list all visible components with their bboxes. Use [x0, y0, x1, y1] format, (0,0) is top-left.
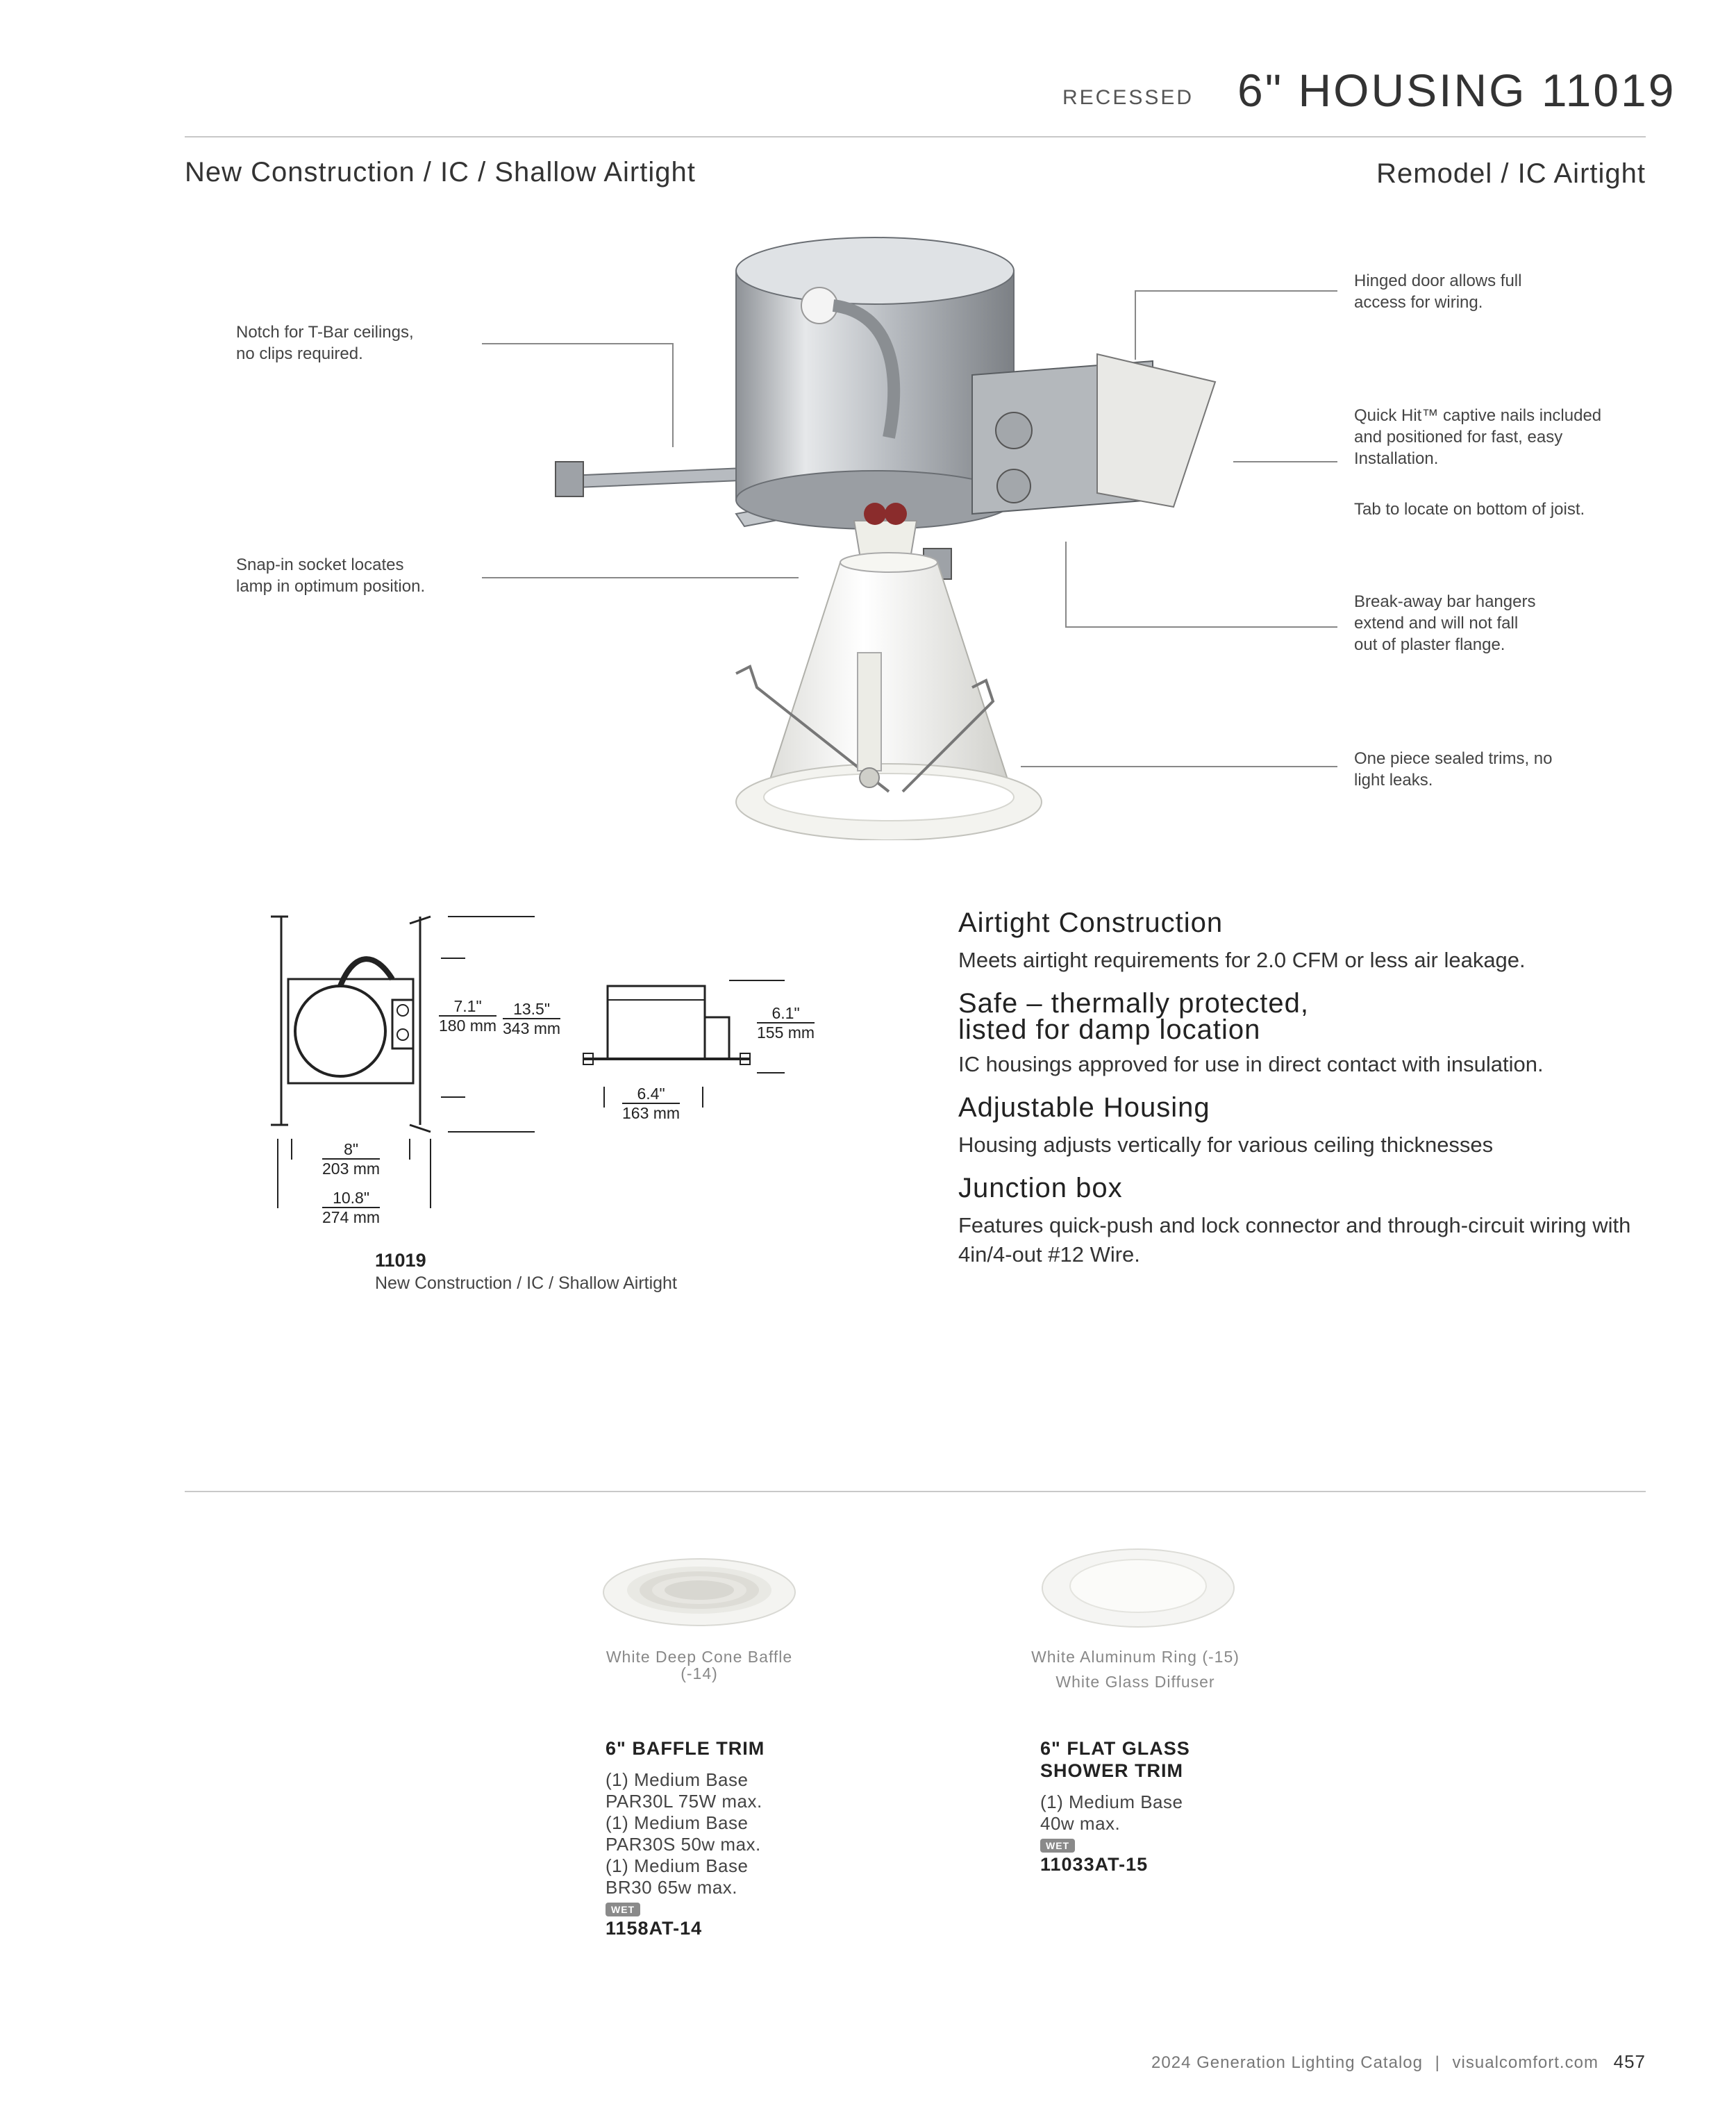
feature-heading: Airtight Construction: [958, 908, 1224, 938]
footer-catalog: 2024 Generation Lighting Catalog: [1151, 2053, 1423, 2072]
trim-title: 6" FLAT GLASS SHOWER TRIM: [1040, 1738, 1190, 1781]
callout-line-nails: [1233, 461, 1337, 462]
subheader-left: New Construction / IC / Shallow Airtight: [185, 157, 696, 187]
trim-shower: [1040, 1737, 1190, 1875]
feature-airtight: [958, 910, 1680, 975]
model-number: 11019: [375, 1250, 426, 1271]
feature-safe: [958, 990, 1680, 1079]
subheader-right: Remodel / IC Airtight: [1376, 158, 1646, 189]
callout-trims: One piece sealed trims, no light leaks.: [1354, 749, 1553, 790]
callout-line-door-v: [1135, 290, 1136, 360]
dim-10-8: 10.8" 274 mm: [322, 1189, 381, 1226]
sku: 1158AT-14: [606, 1918, 703, 1939]
callout-tab: Tab to locate on bottom of joist.: [1354, 500, 1585, 519]
callout-nails: Quick Hit™ captive nails included and positioned for fast, easy Installation.: [1354, 406, 1602, 468]
features-list: [958, 910, 1680, 1269]
header-category: RECESSED: [1062, 86, 1194, 109]
dim-8: 8" 203 mm: [322, 1140, 381, 1178]
housing-product-image: [528, 229, 1236, 840]
feature-adjustable: [958, 1094, 1680, 1160]
trim-baffle: [606, 1737, 765, 1939]
callout-line-hangers-v: [1065, 542, 1067, 626]
section-divider: [185, 1491, 1646, 1492]
page-title: 6" HOUSING 11019: [1237, 65, 1676, 116]
feature-text: Housing adjusts vertically for various ceiling thicknesses: [958, 1133, 1494, 1157]
callout-hangers: Break-away bar hangers extend and will not fall out of plaster flange.: [1354, 592, 1536, 654]
baffle-trim-image: [599, 1554, 800, 1630]
dim-13-5: 13.5" 343 mm: [503, 1000, 561, 1037]
callout-line-trims: [1021, 766, 1337, 767]
feature-heading: Adjustable Housing: [958, 1092, 1210, 1123]
feature-heading: Junction box: [958, 1173, 1123, 1203]
callout-line-door: [1135, 290, 1337, 292]
callout-tbar: Notch for T-Bar ceilings, no clips required.: [236, 323, 414, 363]
wet-badge: WET: [1040, 1839, 1075, 1853]
dim-6-1: 6.1" 155 mm: [757, 1004, 815, 1042]
footer: [1151, 2051, 1646, 2073]
feature-text: Meets airtight requirements for 2.0 CFM or less air leakage.: [958, 948, 1526, 972]
feature-text: IC housings approved for use in direct contact with insulation.: [958, 1052, 1544, 1076]
callout-socket: Snap-in socket locates lamp in optimum position.: [236, 555, 426, 596]
callout-line-tbar-v: [672, 343, 674, 447]
trim-title: 6" BAFFLE TRIM: [606, 1738, 765, 1759]
feature-heading: Safe – thermally protected, listed for damp location: [958, 988, 1310, 1045]
dim-7-1: 7.1" 180 mm: [439, 997, 497, 1035]
feature-text: Features quick-push and lock connector and through-circuit wiring with 4in/4-out #12 Wire.: [958, 1213, 1631, 1267]
dim-6-4: 6.4" 163 mm: [622, 1085, 681, 1122]
feature-junction-box: [958, 1175, 1680, 1269]
trim-caption-shower: White Aluminum Ring (-15) White Glass Diffuser: [1031, 1648, 1240, 1691]
callout-line-hangers: [1065, 626, 1337, 628]
model-description: New Construction / IC / Shallow Airtight: [375, 1273, 677, 1293]
footer-site-link[interactable]: visualcomfort.com: [1452, 2053, 1599, 2072]
trim-description: (1) Medium Base PAR30L 75W max. (1) Medium Base PAR30S 50w max. (1) Medium Base BR30 65w max.: [606, 1769, 762, 1898]
footer-separator: |: [1435, 2053, 1440, 2072]
trim-caption-baffle: White Deep Cone Baffle (-14): [606, 1648, 793, 1682]
wet-badge: WET: [606, 1903, 640, 1916]
sku: 11033AT-15: [1040, 1854, 1149, 1875]
shower-trim-image: [1037, 1543, 1239, 1633]
page-number: 457: [1613, 2051, 1646, 2072]
callout-door: Hinged door allows full access for wiring.: [1354, 271, 1522, 312]
header-divider: [185, 136, 1646, 137]
trim-description: (1) Medium Base 40w max.: [1040, 1791, 1183, 1834]
